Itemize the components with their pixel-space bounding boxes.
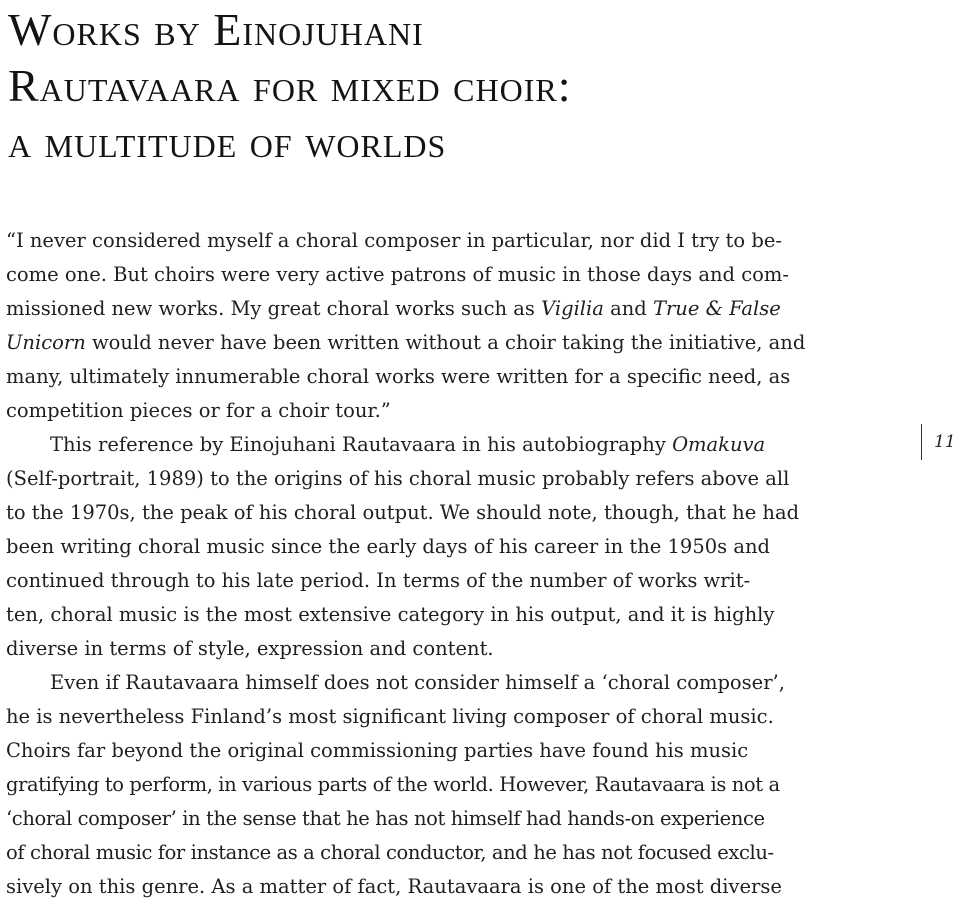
paragraph-1-line-3: to the 1970s, the peak of his choral output. We should note, though, that he had xyxy=(6,501,800,524)
paragraph-1-line-5: continued through to his late period. In terms of the number of works writ- xyxy=(6,569,751,592)
work-title-unicorn: Unicorn xyxy=(6,331,86,354)
paragraph-1-line-7: diverse in terms of style, expression and content. xyxy=(6,637,494,660)
quote-text: missioned new works. My great choral works such as xyxy=(6,297,542,320)
page-number: 11 xyxy=(921,424,956,460)
paragraph-2-line-7: sively on this genre. As a matter of fact, Rautavaara is one of the most diverse xyxy=(6,875,782,898)
paragraph-1-line-2: (Self-portrait, 1989) to the origins of his choral music probably refers above all xyxy=(6,467,790,490)
work-title-vigilia: Vigilia xyxy=(541,297,604,320)
book-title-omakuva: Omakuva xyxy=(672,433,766,456)
paragraph-1-line-1 xyxy=(6,428,878,462)
quote-line-6: competition pieces or for a choir tour.” xyxy=(6,399,391,422)
paragraph-1-line-6: ten, choral music is the most extensive category in his output, and it is highly xyxy=(6,603,775,626)
paragraph-1 xyxy=(6,428,878,666)
paragraph-2-line-3: Choirs far beyond the original commissioning parties have found his music xyxy=(6,739,749,762)
quote-text: would never have been written without a choir taking the initiative, and xyxy=(85,331,806,354)
page-title xyxy=(8,2,572,170)
quote-line-4 xyxy=(6,326,878,360)
paragraph-2-line-4: gratifying to perform, in various parts of the world. However, Rautavaara is not a xyxy=(6,773,780,796)
paragraph-2-line-1: Even if Rautavaara himself does not consider himself a ‘choral composer’, xyxy=(50,671,785,694)
quote-line-5: many, ultimately innumerable choral works were written for a specific need, as xyxy=(6,365,791,388)
title-line-2: Rautavaara for mixed choir: xyxy=(8,60,572,111)
quote-line-3 xyxy=(6,292,878,326)
title-line-3: a multitude of worlds xyxy=(8,116,447,167)
paragraph-2-line-5: ‘choral composer’ in the sense that he has not himself had hands-on experience xyxy=(6,807,765,830)
quote-line-1: “I never considered myself a choral composer in particular, nor did I try to be- xyxy=(6,229,782,252)
body-text xyxy=(6,224,878,904)
quote-line-2: come one. But choirs were very active patrons of music in those days and com- xyxy=(6,263,789,286)
paragraph-text: This reference by Einojuhani Rautavaara in his autobiography xyxy=(50,433,673,456)
title-line-1: Works by Einojuhani xyxy=(8,4,424,55)
paragraph-2-line-2: he is nevertheless Finland’s most significant living composer of choral music. xyxy=(6,705,774,728)
opening-quote xyxy=(6,224,878,428)
paragraph-2-line-6: of choral music for instance as a choral conductor, and he has not focused exclu- xyxy=(6,841,774,864)
quote-text: and xyxy=(603,297,653,320)
work-title-true-false-unicorn: True & False xyxy=(652,297,781,320)
paragraph-1-line-4: been writing choral music since the early days of his career in the 1950s and xyxy=(6,535,771,558)
paragraph-2 xyxy=(6,666,878,904)
